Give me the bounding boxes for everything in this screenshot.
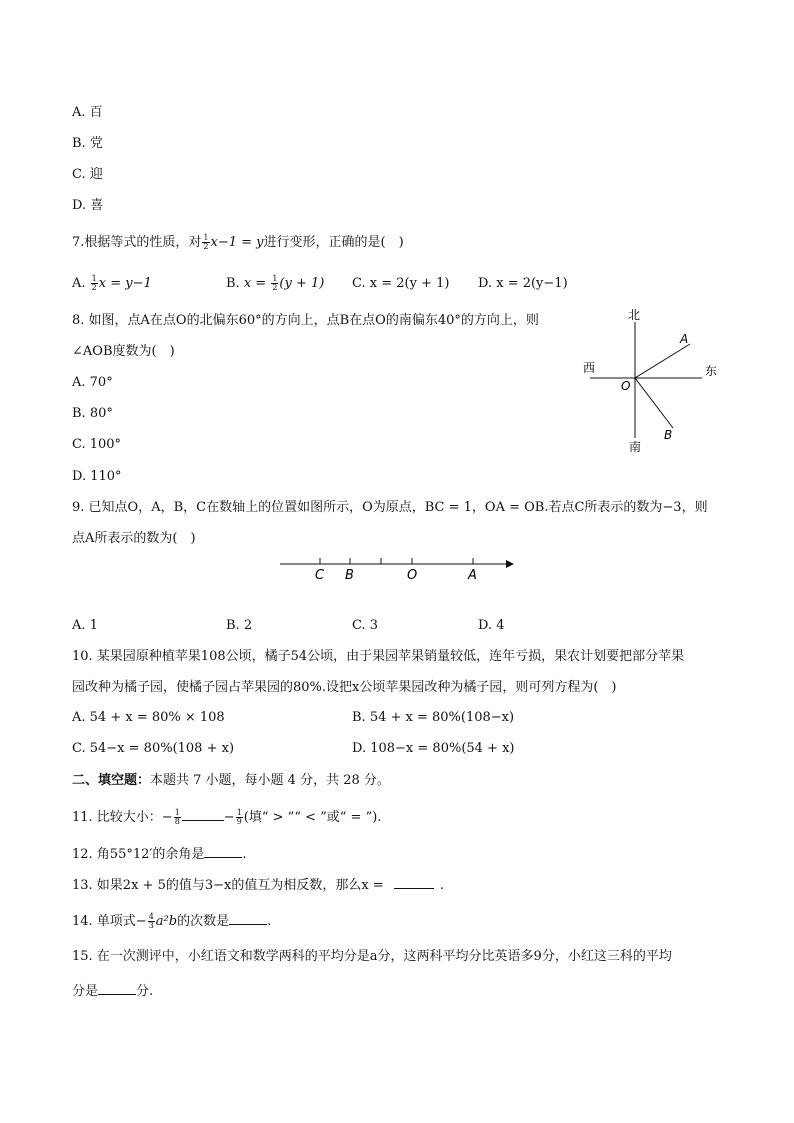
section-2-heading — [72, 772, 390, 790]
q12-answer-blank[interactable] — [204, 845, 242, 858]
q7-a-label: A. — [72, 276, 90, 291]
section-2-description: 本题共 7 小题，每小题 4 分，共 28 分。 — [150, 773, 390, 788]
q13-stem — [72, 876, 444, 895]
point-c-label: C — [315, 568, 325, 583]
q15-text-pre: 分是 — [72, 984, 99, 999]
q7-a-expression: x = y−1 — [98, 276, 152, 291]
q8-option-c: C. 100° — [72, 437, 122, 452]
q8-stem-line1: 8. 如图，点A在点O的北偏东60°的方向上，点B在点O的南偏东40°的方向上，则 — [72, 313, 539, 328]
compass-diagram — [578, 306, 728, 458]
q15-text-post: 分. — [136, 984, 154, 999]
q7-option-d: D. x = 2(y−1) — [478, 276, 568, 291]
q9-stem-line1: 9. 已知点O，A，B，C在数轴上的位置如图所示，O为原点，BC = 1，OA = OB.若点C所表示的数为−3，则 — [72, 500, 708, 515]
q7-fraction — [202, 234, 209, 251]
number-line-arrow — [506, 560, 514, 568]
q14-frac-den: 3 — [148, 921, 154, 930]
q6-option-d: D. 喜 — [72, 198, 104, 213]
q7-stem — [72, 234, 404, 252]
q10-option-c: C. 54−x = 80%(108 + x) — [72, 741, 235, 756]
compass-north-label: 北 — [628, 308, 641, 322]
q7-frac-num: 1 — [203, 233, 209, 242]
q11-instruction: (填“ > ”“ < ”或“ = ”). — [243, 810, 382, 825]
q8-option-a: A. 70° — [72, 375, 113, 390]
compass-origin-label: O — [621, 379, 631, 393]
q6-option-a: A. 百 — [72, 105, 103, 120]
section-2-title: 二、填空题： — [72, 773, 151, 788]
q14-monomial: a²b — [155, 914, 178, 929]
q7-a-frac-num: 1 — [91, 274, 97, 283]
q10-option-d: D. 108−x = 80%(54 + x) — [352, 741, 515, 756]
q14-prefix: 14. 单项式− — [72, 914, 147, 929]
q14-frac-num: 4 — [148, 912, 154, 921]
point-o-label: O — [407, 568, 418, 583]
q7-text-post: 进行变形，正确的是( ) — [263, 235, 404, 250]
compass-west-label: 西 — [583, 361, 596, 375]
q10-option-a: A. 54 + x = 80% × 108 — [72, 710, 225, 725]
q7-option-b — [226, 275, 324, 293]
q11-fraction-1 — [174, 809, 181, 826]
q14-text: 的次数是 — [177, 914, 230, 929]
q15-stem-line2 — [72, 982, 153, 1001]
q12-period: . — [242, 847, 247, 862]
q11-answer-blank[interactable] — [182, 808, 224, 821]
q9-option-b: B. 2 — [226, 618, 253, 633]
q6-option-c: C. 迎 — [72, 167, 103, 182]
q7-option-c: C. x = 2(y + 1) — [352, 276, 450, 291]
q7-text-pre: 根据等式的性质，对 — [84, 235, 202, 250]
compass-point-b-label: B — [664, 428, 673, 442]
q11-f2-den: 9 — [236, 817, 242, 826]
q11-stem — [72, 808, 381, 827]
q7-b-expression: (y + 1) — [279, 276, 325, 291]
number-line-diagram — [278, 552, 518, 586]
q9-option-d: D. 4 — [478, 618, 505, 633]
q13-period: . — [439, 878, 444, 893]
point-a-label: A — [468, 568, 477, 583]
q7-a-fraction — [91, 275, 98, 292]
ray-ob — [635, 378, 673, 428]
q11-minus: − — [223, 810, 235, 825]
q7-a-frac-den: 2 — [91, 283, 97, 292]
q11-fraction-2 — [236, 809, 243, 826]
q14-fraction — [148, 913, 155, 930]
q14-stem — [72, 912, 271, 931]
q9-stem-line2: 点A所表示的数为( ) — [72, 531, 196, 546]
q7-b-fraction — [271, 275, 278, 292]
q11-f1-num: 1 — [174, 808, 180, 817]
q15-stem-line1: 15. 在一次测评中，小红语文和数学两科的平均分是a分，这两科平均分比英语多9分，小红这三科的平均 — [72, 949, 672, 964]
q9-option-a: A. 1 — [72, 618, 98, 633]
q10-option-b: B. 54 + x = 80%(108−x) — [352, 710, 515, 725]
q6-option-b: B. 党 — [72, 136, 103, 151]
q14-answer-blank[interactable] — [229, 912, 267, 925]
q7-b-pre: x = — [243, 276, 271, 291]
q8-option-b: B. 80° — [72, 406, 113, 421]
q13-answer-blank[interactable] — [394, 876, 434, 889]
q7-b-frac-num: 1 — [272, 274, 278, 283]
q8-stem-line2: ∠AOB度数为( ) — [72, 344, 175, 359]
q13-text: 13. 如果2x + 5的值与3−x的值互为相反数，那么x = — [72, 878, 388, 893]
q7-frac-den: 2 — [203, 242, 209, 251]
q7-expression: x−1 = y — [210, 235, 264, 250]
q7-option-a — [72, 275, 152, 293]
q14-period: . — [267, 914, 272, 929]
q15-answer-blank[interactable] — [98, 982, 136, 995]
point-b-label: B — [345, 568, 354, 583]
q9-option-c: C. 3 — [352, 618, 379, 633]
q8-option-d: D. 110° — [72, 469, 122, 484]
q7-b-frac-den: 2 — [272, 283, 278, 292]
q7-b-label: B. — [226, 276, 244, 291]
compass-south-label: 南 — [629, 440, 642, 454]
q12-stem — [72, 845, 246, 864]
q10-stem-line2: 园改种为橘子园，使橘子园占苹果园的80%.设把x公顷苹果园改种为橘子园，则可列方程为( ) — [72, 680, 617, 695]
q10-stem-line1: 10. 某果园原种植苹果108公顷，橘子54公顷，由于果园苹果销量较低，连年亏损，果农计划要把部分苹果 — [72, 649, 685, 664]
q11-f1-den: 8 — [174, 817, 180, 826]
q11-prefix: 11. 比较大小：− — [72, 810, 173, 825]
q7-number: 7. — [72, 235, 85, 250]
q11-f2-num: 1 — [236, 808, 242, 817]
ray-oa — [635, 344, 690, 378]
compass-point-a-label: A — [680, 332, 689, 346]
q12-text: 12. 角55°12′的余角是 — [72, 847, 205, 862]
compass-east-label: 东 — [705, 364, 718, 378]
